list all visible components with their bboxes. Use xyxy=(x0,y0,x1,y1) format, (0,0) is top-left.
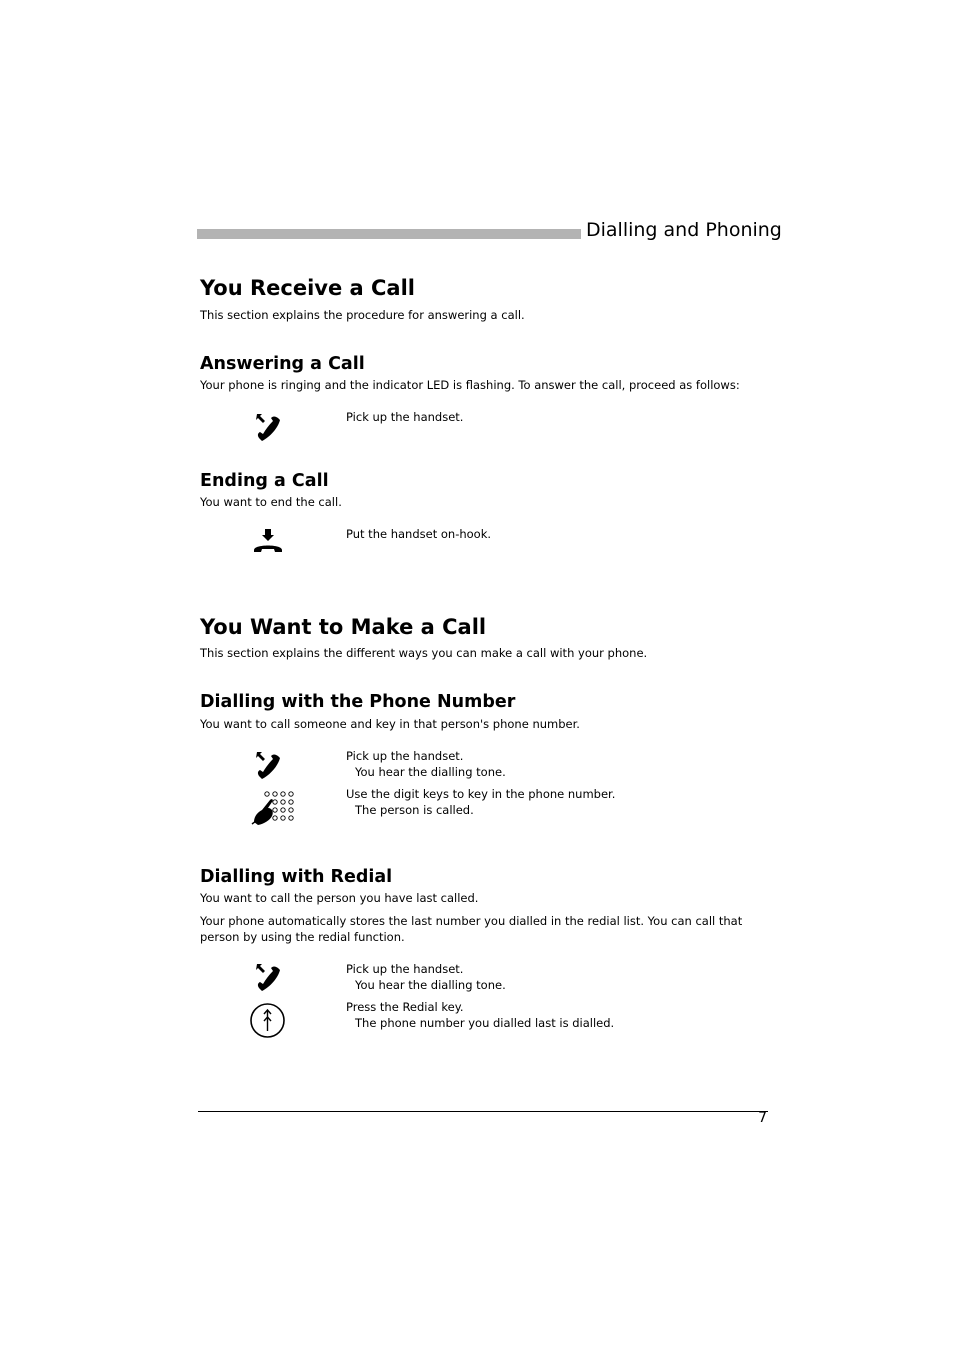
handset-on-hook-icon xyxy=(248,524,288,564)
step-text: Pick up the handset. xyxy=(346,749,464,763)
handset-off-hook-icon xyxy=(248,958,288,998)
subsection-title-number: Dialling with the Phone Number xyxy=(200,692,516,712)
step-redial-press xyxy=(346,999,614,1031)
step-redial-pickup xyxy=(346,961,506,993)
section-title-receive: You Receive a Call xyxy=(200,276,415,300)
step-answer-pickup xyxy=(346,409,463,425)
subsection-title-redial: Dialling with Redial xyxy=(200,867,393,887)
subsection-intro2-redial: Your phone automatically stores the last number you dialled in the redial list. You can call that person by using the redial function. xyxy=(200,914,743,944)
section-intro-receive: This section explains the procedure for answering a call. xyxy=(200,308,525,322)
header-rule xyxy=(197,229,581,239)
step-text: Use the digit keys to key in the phone number. xyxy=(346,787,616,801)
subsection-title-ending: Ending a Call xyxy=(200,471,329,491)
keypad-icon xyxy=(248,788,294,828)
step-subtext: You hear the dialling tone. xyxy=(355,978,506,992)
step-subtext: You hear the dialling tone. xyxy=(355,765,506,779)
subsection-intro-number: You want to call someone and key in that person's phone number. xyxy=(200,717,580,731)
subsection-intro-answering: Your phone is ringing and the indicator LED is flashing. To answer the call, proceed as follows: xyxy=(200,378,740,392)
subsection-intro-redial: You want to call the person you have last called. xyxy=(200,891,479,905)
section-title-make: You Want to Make a Call xyxy=(200,615,487,639)
subsection-intro-ending: You want to end the call. xyxy=(200,495,342,509)
subsection-title-answering: Answering a Call xyxy=(200,354,365,374)
step-subtext: The phone number you dialled last is dialled. xyxy=(355,1016,615,1030)
handset-off-hook-icon xyxy=(248,746,288,786)
step-number-digits xyxy=(346,786,615,818)
running-header-title: Dialling and Phoning xyxy=(586,219,782,241)
page-number: 7 xyxy=(758,1110,767,1126)
step-text: Pick up the handset. xyxy=(346,962,464,976)
redial-key-icon xyxy=(248,1000,288,1040)
handset-off-hook-icon xyxy=(248,408,288,448)
section-intro-make: This section explains the different ways you can make a call with your phone. xyxy=(200,646,648,660)
step-text: Put the handset on-hook. xyxy=(346,527,492,541)
step-text: Press the Redial key. xyxy=(346,1000,464,1014)
footer-rule xyxy=(198,1111,768,1112)
step-text: Pick up the handset. xyxy=(346,410,464,424)
step-number-pickup xyxy=(346,748,506,780)
step-end-onhook xyxy=(346,526,491,542)
step-subtext: The person is called. xyxy=(355,803,474,817)
